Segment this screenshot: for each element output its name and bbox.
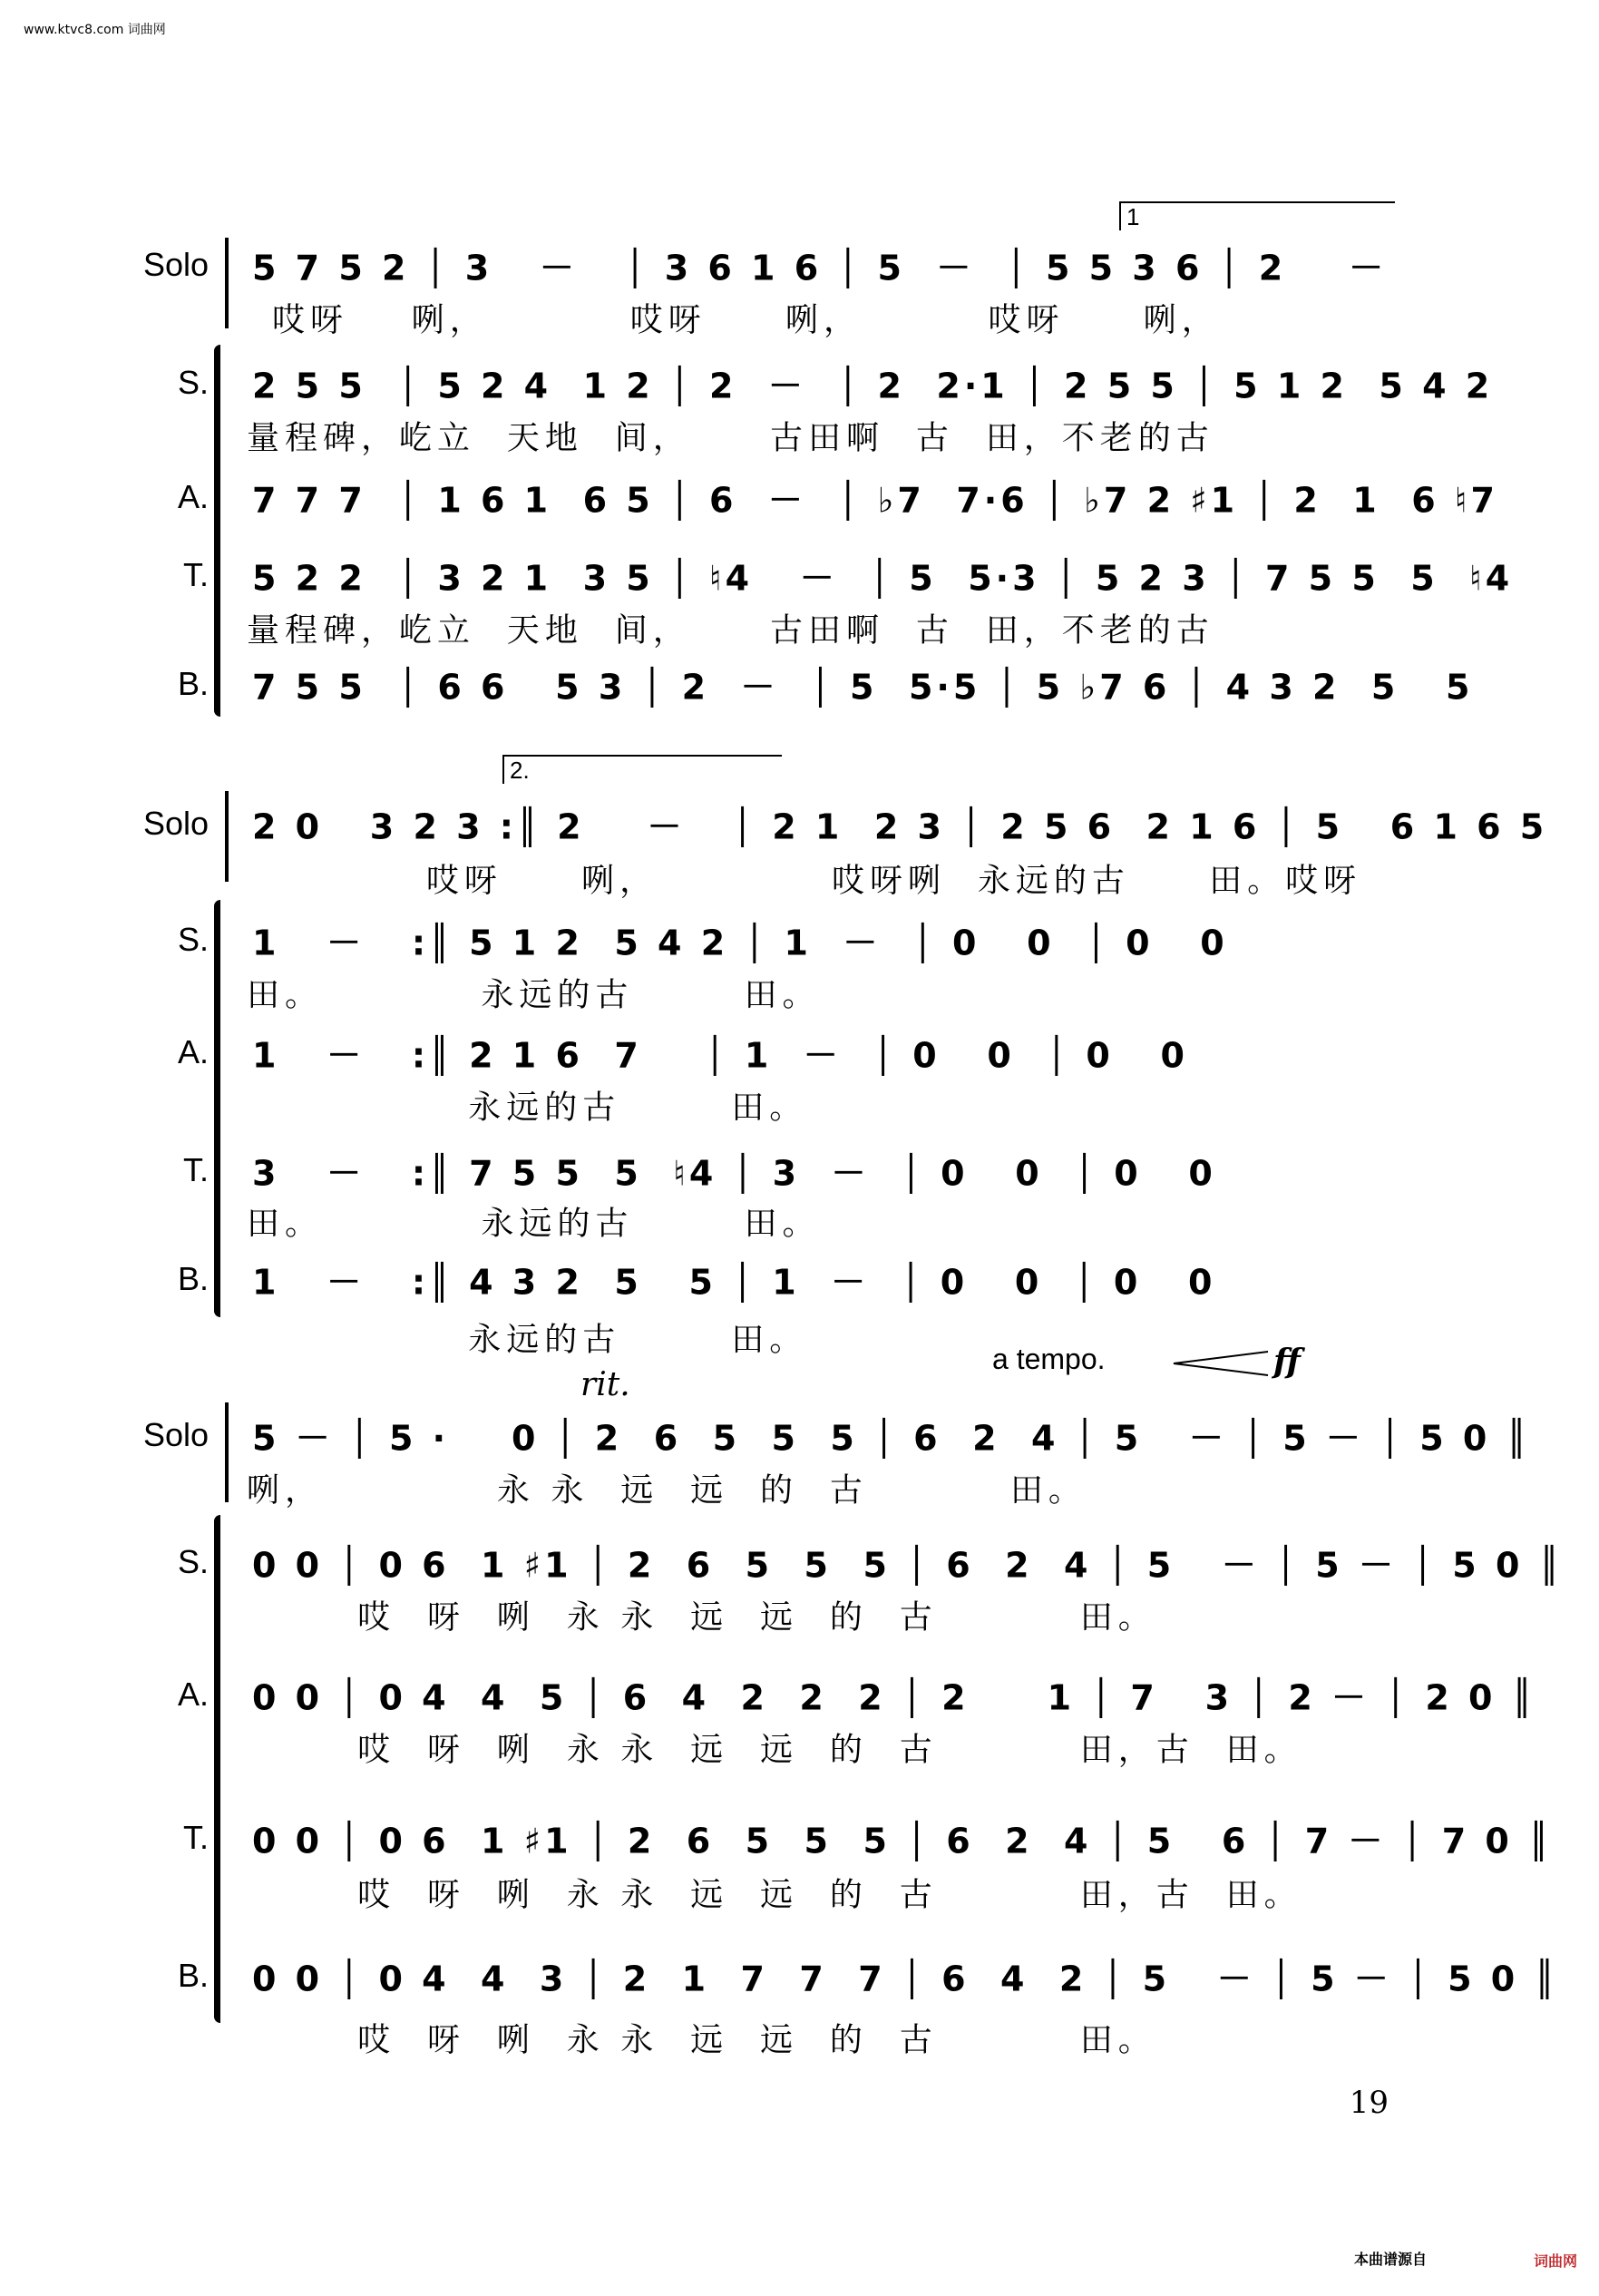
part-label-alto: A.: [177, 1676, 209, 1713]
notes-soprano: 1 － :║ 5 1 2 5 4 2 │ 1 － │ 0 0 │ 0 0: [252, 923, 1228, 963]
notes-alto: 7 7 7 │ 1 6 1 6 5 │ 6 － │ ♭7 7·6 │ ♭7 2 ♯1 │ 2 1 6 ♮7: [252, 480, 1498, 521]
footer-logo[interactable]: 词曲网: [1533, 2252, 1577, 2270]
crescendo-hairpin: [1170, 1350, 1270, 1377]
part-label-alto: A.: [177, 1033, 209, 1070]
lyrics-soprano: 田。 永远的古 田。: [247, 976, 821, 1014]
lyrics-soprano: 量程碑，屹立 天地 间， 古田啊 古 田，不老的古: [247, 419, 1214, 457]
notes-tenor: 3 － :║ 7 5 5 5 ♮4 │ 3 － │ 0 0 │ 0 0: [252, 1153, 1216, 1194]
part-label-tenor: T.: [182, 1151, 209, 1188]
part-label-tenor: T.: [182, 556, 209, 593]
choir-brace: [214, 900, 220, 1317]
choir-brace: [214, 345, 220, 717]
part-label-bass: B.: [177, 1957, 209, 1994]
lyrics-bass: 哎 呀 咧 永 永 远 远 的 古 田。: [247, 2021, 1156, 2059]
solo-bracket-line: [225, 1402, 229, 1502]
volta-bracket-1: 1: [1119, 201, 1395, 230]
notes-alto: 1 － :║ 2 1 6 7 │ 1 － │ 0 0 │ 0 0: [252, 1035, 1188, 1076]
lyrics-soprano: 哎 呀 咧 永 永 远 远 的 古 田。: [247, 1598, 1156, 1637]
notes-tenor: 0 0 │ 0 6 1 ♯1 │ 2 6 5 5 5 │ 6 2 4 │ 5 6 │ 7 － │ 7 0 ║: [252, 1821, 1553, 1861]
notes-alto: 0 0 │ 0 4 4 5 │ 6 4 2 2 2 │ 2 1 │ 7 3 │ 2 － │ 2 0 ║: [252, 1677, 1536, 1718]
part-label-solo: Solo: [142, 1416, 209, 1453]
page-number: 19: [1349, 2085, 1389, 2121]
lyrics-tenor: 哎 呀 咧 永 永 远 远 的 古 田，古 田。: [247, 1876, 1302, 1914]
part-label-soprano: S.: [177, 1543, 209, 1580]
lyrics-solo: 哎呀 咧， 哎呀 咧， 哎呀 咧，: [272, 301, 1220, 339]
dynamic-ff: ff: [1273, 1343, 1301, 1381]
notes-solo: 5 7 5 2 │ 3 － │ 3 6 1 6 │ 5 － │ 5 5 3 6 │ 2 －: [252, 248, 1388, 288]
notes-solo: 2 0 3 2 3 :║ 2 － │ 2 1 2 3 │ 2 5 6 2 1 6 │ 5 6 1 6 5: [252, 806, 1548, 847]
part-label-bass: B.: [177, 665, 209, 702]
notes-bass: 1 － :║ 4 3 2 5 5 │ 1 － │ 0 0 │ 0 0: [252, 1262, 1216, 1303]
tempo-a-tempo: a tempo.: [992, 1343, 1106, 1375]
lyrics-alto: 永远的古 田。: [247, 1089, 808, 1127]
lyrics-bass: 永远的古 田。: [247, 1321, 808, 1359]
lyrics-alto: 哎 呀 咧 永 永 远 远 的 古 田，古 田。: [247, 1731, 1302, 1769]
lyrics-tenor: 量程碑，屹立 天地 间， 古田啊 古 田，不老的古: [247, 611, 1214, 650]
notes-tenor: 5 2 2 │ 3 2 1 3 5 │ ♮4 － │ 5 5·3 │ 5 2 3 │ 7 5 5 5 ♮4: [252, 558, 1514, 599]
volta-bracket-2: 2.: [502, 755, 782, 784]
notes-soprano: 0 0 │ 0 6 1 ♯1 │ 2 6 5 5 5 │ 6 2 4 │ 5 － │ 5 － │ 5 0 ║: [252, 1545, 1564, 1586]
part-label-soprano: S.: [177, 921, 209, 958]
lyrics-tenor: 田。 永远的古 田。: [247, 1205, 821, 1243]
notes-solo: 5 － │ 5 · 0 │ 2 6 5 5 5 │ 6 2 4 │ 5 － │ 5 － │ 5 0 ║: [252, 1418, 1531, 1459]
solo-bracket-line: [225, 238, 229, 328]
part-label-solo: Solo: [142, 246, 209, 283]
part-label-soprano: S.: [177, 364, 209, 401]
notes-bass: 0 0 │ 0 4 4 3 │ 2 1 7 7 7 │ 6 4 2 │ 5 － │ 5 － │ 5 0 ║: [252, 1959, 1559, 1999]
choir-brace: [214, 1515, 220, 2023]
tempo-rit: rit.: [580, 1366, 630, 1403]
part-label-solo: Solo: [142, 805, 209, 842]
header-url: www.ktvc8.com 词曲网: [24, 23, 166, 37]
part-label-alto: A.: [177, 478, 209, 515]
notes-bass: 7 5 5 │ 6 6 5 3 │ 2 － │ 5 5·5 │ 5 ♭7 6 │ 4 3 2 5 5: [252, 667, 1474, 708]
footer-source-text: 本曲谱源自: [1353, 2251, 1427, 2268]
part-label-tenor: T.: [182, 1819, 209, 1856]
notes-soprano: 2 5 5 │ 5 2 4 1 2 │ 2 － │ 2 2·1 │ 2 5 5 │ 5 1 2 5 4 2: [252, 366, 1494, 406]
lyrics-solo: 哎呀 咧， 哎呀咧 永远的古 田。哎呀: [252, 862, 1362, 900]
solo-bracket-line: [225, 791, 229, 882]
lyrics-solo: 咧， 永 永 远 远 的 古 田。: [247, 1471, 1087, 1509]
part-label-bass: B.: [177, 1260, 209, 1297]
